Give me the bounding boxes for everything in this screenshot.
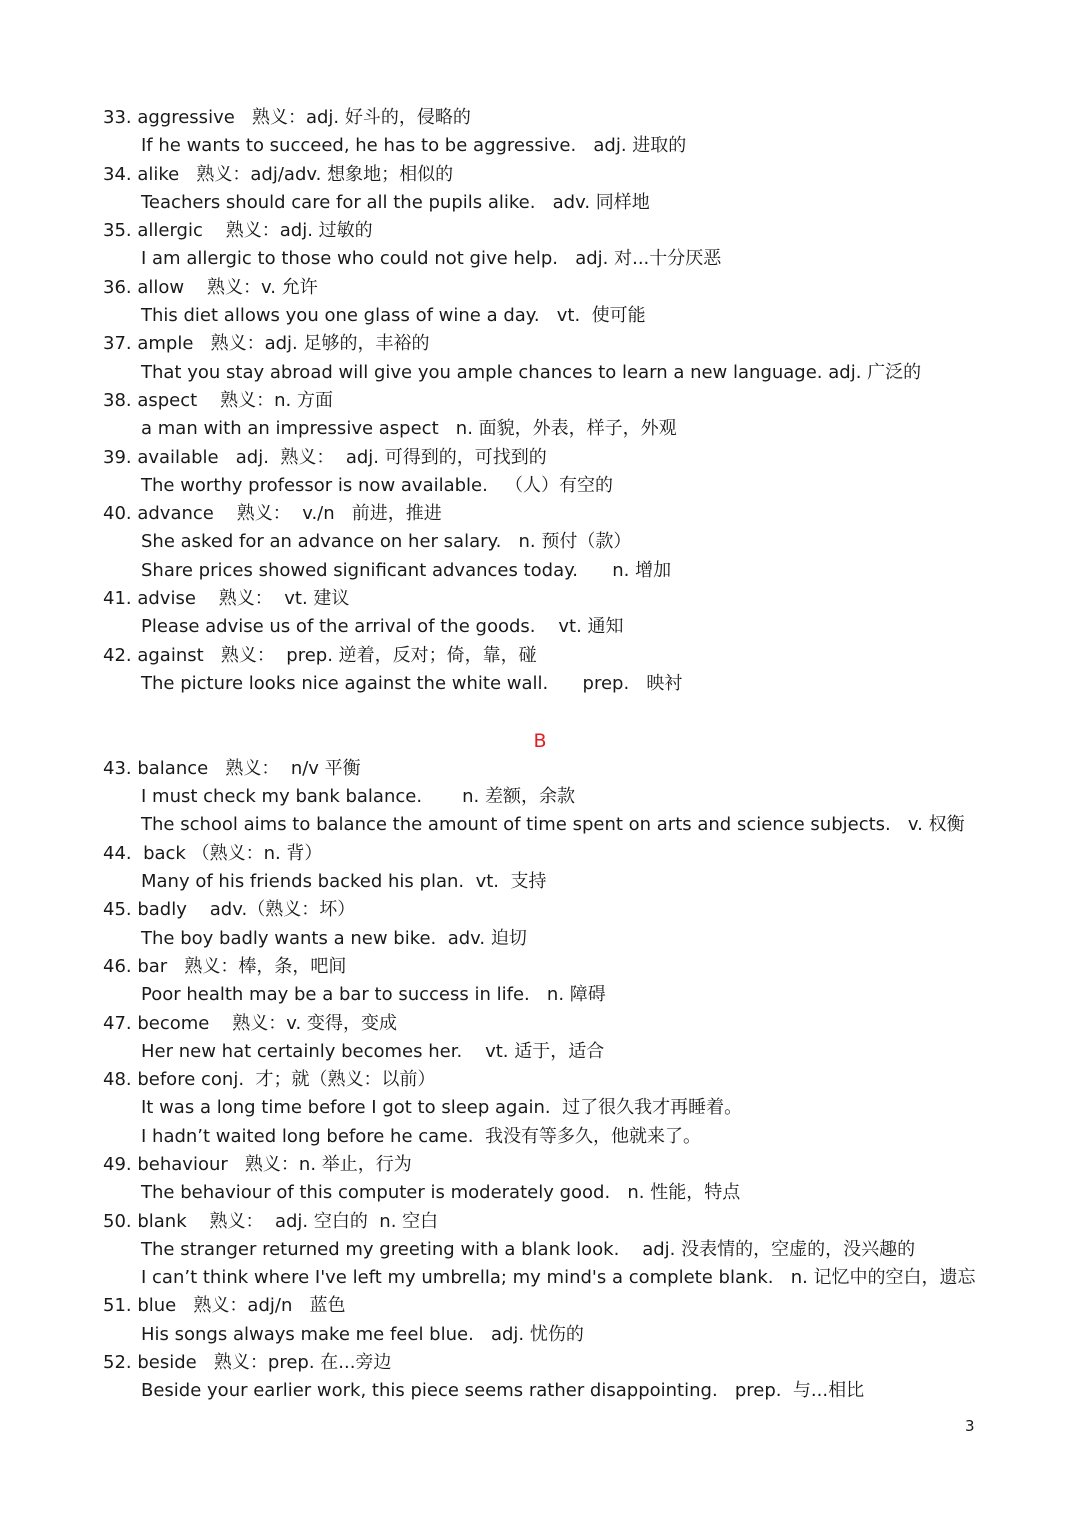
example-sentence-line: I can’t think where I've left my umbrella; my mind's a complete blank. n. 记忆中的空白，遗忘 — [141, 1267, 976, 1289]
vocab-entry-line: 47. become 熟义：v. 变得，变成 — [103, 1012, 397, 1034]
example-sentence-line: The picture looks nice against the white wall. prep. 映衬 — [141, 672, 683, 694]
vocab-entry-line: 42. against 熟义： prep. 逆着，反对；倚，靠，碰 — [103, 644, 537, 666]
page-number: 3 — [965, 1417, 975, 1435]
vocab-entry-line: 52. beside 熟义：prep. 在...旁边 — [103, 1352, 392, 1374]
vocab-entry-line: 35. allergic 熟义：adj. 过敏的 — [103, 220, 373, 242]
example-sentence-line: Beside your earlier work, this piece seems rather disappointing. prep. 与...相比 — [141, 1380, 865, 1402]
example-sentence-line: Many of his friends backed his plan. vt. 支持 — [141, 871, 547, 893]
example-sentence-line: If he wants to succeed, he has to be aggressive. adj. 进取的 — [141, 135, 687, 157]
vocab-entry-line: 38. aspect 熟义：n. 方面 — [103, 389, 333, 411]
vocab-entry-line: 40. advance 熟义： v./n 前进，推进 — [103, 503, 442, 525]
vocab-entry-line: 41. advise 熟义： vt. 建议 — [103, 588, 350, 610]
example-sentence-line: The behaviour of this computer is moderately good. n. 性能，特点 — [141, 1182, 741, 1204]
vocab-entry-line: 39. available adj. 熟义： adj. 可得到的，可找到的 — [103, 446, 547, 468]
example-sentence-line: The worthy professor is now available. （人）有空的 — [141, 474, 614, 496]
example-sentence-line: I must check my bank balance. n. 差额，余款 — [141, 786, 575, 808]
example-sentence-line: Teachers should care for all the pupils alike. adv. 同样地 — [141, 191, 650, 213]
vocab-entry-line: 34. alike 熟义：adj/adv. 想象地；相似的 — [103, 163, 454, 185]
example-sentence-line: Her new hat certainly becomes her. vt. 适于，适合 — [141, 1040, 605, 1062]
example-sentence-line: The stranger returned my greeting with a blank look. adj. 没表情的，空虚的，没兴趣的 — [141, 1238, 916, 1260]
example-sentence-line: Please advise us of the arrival of the goods. vt. 通知 — [141, 616, 624, 638]
vocab-entry-line: 46. bar 熟义：棒，条，吧间 — [103, 955, 347, 977]
vocab-entry-line: 49. behaviour 熟义：n. 举止，行为 — [103, 1153, 412, 1175]
example-sentence-line: She asked for an advance on her salary. n. 预付（款） — [141, 531, 632, 553]
example-sentence-line: The boy badly wants a new bike. adv. 迫切 — [141, 927, 527, 949]
example-sentence-line: I am allergic to those who could not give help. adj. 对...十分厌恶 — [141, 248, 722, 270]
vocab-entry-line: 45. badly adv.（熟义：坏） — [103, 899, 356, 921]
blank-line — [103, 698, 1003, 726]
example-sentence-line: I hadn’t waited long before he came. 我没有等多久，他就来了。 — [141, 1125, 701, 1147]
vocab-entry-line: 48. before conj. 才；就（熟义：以前） — [103, 1069, 436, 1091]
section-heading: B — [533, 729, 547, 752]
example-sentence-line: It was a long time before I got to sleep again. 过了很久我才再睡着。 — [141, 1097, 743, 1119]
vocab-entry-line: 33. aggressive 熟义：adj. 好斗的，侵略的 — [103, 107, 471, 128]
example-sentence-line: Share prices showed significant advances today. n. 增加 — [141, 559, 672, 581]
vocabulary-list — [103, 104, 1003, 1406]
vocab-entry-line: 43. balance 熟义： n/v 平衡 — [103, 757, 361, 779]
example-sentence-line: a man with an impressive aspect n. 面貌，外表，样子，外观 — [141, 418, 677, 440]
vocab-entry-line: 44. back （熟义：n. 背） — [103, 842, 323, 864]
vocab-entry-line: 36. allow 熟义：v. 允许 — [103, 276, 318, 298]
example-sentence-line: The school aims to balance the amount of time spent on arts and science subjects. v. 权衡 — [141, 814, 965, 836]
vocab-entry-line: 51. blue 熟义：adj/n 蓝色 — [103, 1295, 346, 1317]
example-sentence-line: This diet allows you one glass of wine a day. vt. 使可能 — [141, 305, 646, 327]
vocab-entry-line: 50. blank 熟义： adj. 空白的 n. 空白 — [103, 1210, 439, 1232]
vocab-entry-line: 37. ample 熟义：adj. 足够的，丰裕的 — [103, 333, 430, 355]
example-sentence-line: Poor health may be a bar to success in life. n. 障碍 — [141, 984, 606, 1006]
example-sentence-line: His songs always make me feel blue. adj. 忧伤的 — [141, 1323, 584, 1345]
example-sentence-line: That you stay abroad will give you ample chances to learn a new language. adj. 广泛的 — [141, 361, 922, 383]
